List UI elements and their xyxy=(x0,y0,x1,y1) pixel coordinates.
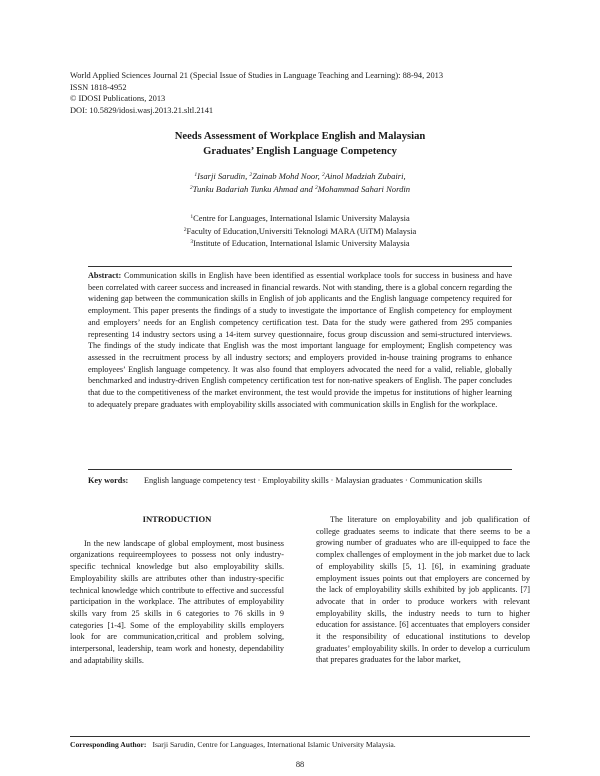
affiliation-text: Centre for Languages, International Islamic University Malaysia xyxy=(193,214,410,223)
author-sup: 2 xyxy=(249,172,253,178)
abstract-bottom-rule xyxy=(88,469,512,470)
page-number: 88 xyxy=(295,760,305,769)
affiliation-sup: 3 xyxy=(190,239,194,246)
affiliation xyxy=(70,238,530,251)
paper-title xyxy=(70,130,530,159)
author: Tunku Badariah Tunku Ahmad xyxy=(192,183,298,194)
affiliation-text: Faculty of Education,Universiti Teknologi MARA (UiTM) Malaysia xyxy=(186,226,417,236)
abstract xyxy=(88,270,512,410)
title-line-2: Graduates’ English Language Competency xyxy=(203,145,397,157)
footnote-label: Corresponding Author: xyxy=(70,740,147,749)
author-sup: 2 xyxy=(321,172,325,178)
corresponding-author xyxy=(70,740,530,749)
right-column xyxy=(316,514,530,666)
author: Isarji Sarudin, xyxy=(197,171,248,181)
author: Mohammad Sahari Nordin xyxy=(317,183,411,194)
keywords-label: Key words: xyxy=(88,476,129,485)
title-line-1: Needs Assessment of Workplace English and Malaysian xyxy=(174,131,426,142)
affiliation-sup: 1 xyxy=(190,214,194,220)
keywords xyxy=(88,475,512,487)
author-sup: 1 xyxy=(194,172,198,178)
affiliation-text: Institute of Education, International Islamic University Malaysia xyxy=(193,239,410,249)
journal-header xyxy=(70,70,540,116)
author-list xyxy=(70,170,530,195)
abstract-top-rule xyxy=(88,266,512,267)
issn: ISSN 1818-4952 xyxy=(70,82,127,92)
intro-paragraph-1: In the new landscape of global employment, most business organizations requireemployees to possess not only industry-specific technical knowledge but also employability skills. Employability skills are attributes other than industry-specific technical knowledge which contribute to effective and successful participation in the workplace. The attributes of employability skills vary from 25 skills in 6 categories to 76 skills in 9 categories [1-4]. Some of the employability skills employers look for are communication,critical and problem solving, interpersonal, leadership, team work and honesty, dependability and adaptability skills. xyxy=(70,538,284,665)
author-line-2 xyxy=(70,183,530,196)
affiliations xyxy=(70,213,530,251)
author-line-1 xyxy=(70,170,530,183)
left-column xyxy=(70,514,284,666)
intro-paragraph-2: The literature on employability and job qualification of college graduates seems to indicate that there seems to be a growing number of graduates who are ill-equipped to face the complex challenges of employment in the job market due to lack of employability skills [5, 1]. [6], in examining graduate employment issues points out that employers are concerned by the lack of employability skills exhibited by job applicants. [7] advocate that in order to produce workers with relevant employability skills, the industry needs to turn to higher education for assistance. [6] accentuates that employers consider it the responsibility of educational institutions to develop graduates’ employability skills. In order to develop a curriculum that prepares graduates for the labor market, xyxy=(316,515,530,665)
journal-citation: World Applied Sciences Journal 21 (Special Issue of Studies in Language Teaching and Learning): 88-94, 2013 xyxy=(70,71,444,80)
abstract-label: Abstract: xyxy=(88,271,122,280)
section-heading: INTRODUCTION xyxy=(142,514,212,524)
affiliation xyxy=(70,213,530,226)
affiliation xyxy=(70,226,530,239)
footnote-text: Isarji Sarudin, Centre for Languages, International Islamic University Malaysia. xyxy=(152,740,396,749)
author-sup: 2 xyxy=(189,184,193,191)
affiliation-sup: 2 xyxy=(183,226,187,233)
author-and: and xyxy=(299,183,313,194)
author: Ainol Madziah Zubairi, xyxy=(324,171,406,181)
footnote-rule xyxy=(70,736,530,737)
abstract-text: Communication skills in English have been identified as essential workplace tools for success in business and have been correlated with career success and increased in financial rewards. Not with standing, there is a global concern regarding the widening gap between the communication skills in English of job applicants and the English language competency required for employment. This paper presents the findings of a study to investigate the importance of English competency for employment and employers’ needs for an English competency certification test. Data for the study were gathered from 295 companies representing 14 industry sectors using a 14-item survey questionnaire, focus group discussion and semi-structured interviews. The findings of the study indicate that English was the most important language for employment; English competency was assessed in the recruitment process by all industry sectors; and employers provided in-house training programs to enhance employees’ English language competency. It was also found that employers advocated the need for a valid, reliable, globally benchmarked and industry-driven English competency certification test for non-native speakers of English. The paper concludes that due to the competitiveness of the market environment, the test would provide the impetus for institutions of higher learning to adequately prepare graduates with employability skills associated with communication skills in English for the workplace. xyxy=(88,271,512,409)
keywords-list: English language competency test · Employability skills · Malaysian graduates · Communication skills xyxy=(144,476,482,485)
author: Zainab Mohd Noor, xyxy=(252,171,320,181)
author-sup: 2 xyxy=(315,184,318,191)
copyright: © IDOSI Publications, 2013 xyxy=(70,94,166,104)
doi: DOI: 10.5829/idosi.wasj.2013.21.sltl.2141 xyxy=(70,105,214,115)
